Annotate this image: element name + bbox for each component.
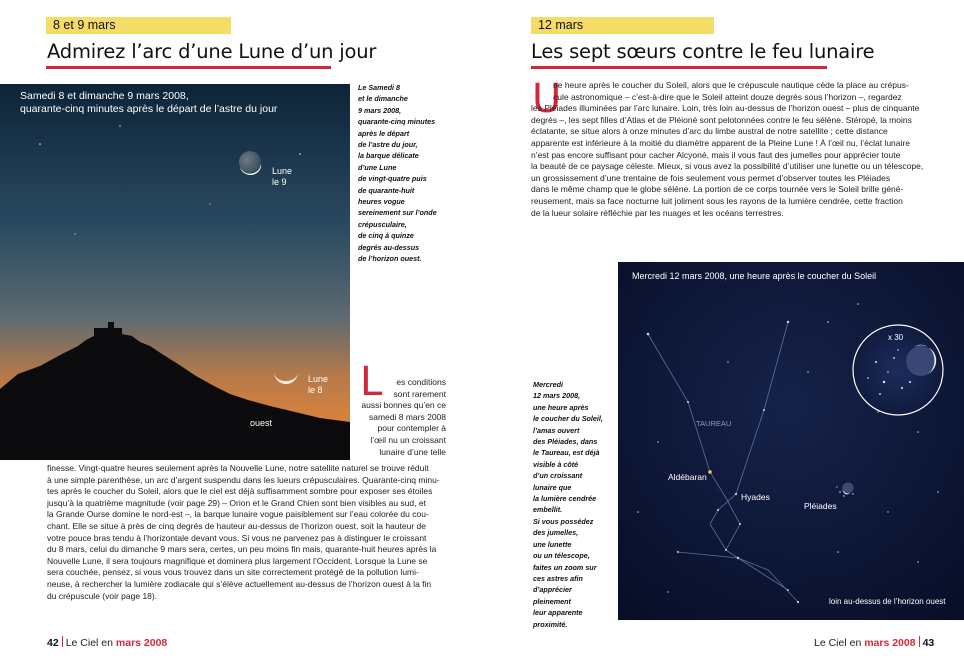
side-caption-line: une heure après	[533, 402, 589, 412]
body-line: n’est pas encore suffisant pour cacher Alcyoné, mais il vous faut des jumelles pour apprécier toute	[531, 149, 901, 160]
headline-rule-left	[46, 66, 331, 69]
body-line: cule astronomique – c’est-à-dire que le Soleil atteint douze degrés sous l’horizon –, regardez	[553, 91, 902, 102]
side-caption-line: embellit.	[533, 505, 563, 515]
issue-month-left: mars 2008	[115, 637, 168, 649]
body-line: aussi bonnes qu’en ce	[361, 400, 446, 411]
body-line: de la lueur solaire réfléchie par les nuages et les océans terrestres.	[531, 207, 784, 218]
body-line: apparente est inférieure à la moitié du diamètre apparent de la Pleine Lune ! À l’œil nu, l’éclat lunaire	[531, 137, 910, 148]
moon9-label-line2: le 9	[272, 177, 287, 187]
side-caption-line: l’amas ouvert	[533, 425, 580, 435]
body-line: la beauté de ce paysage céleste. Mieux, si vous avez la possibilité d’utiliser une lunette ou un télescope,	[531, 161, 924, 172]
side-caption-line: sereinement sur l’onde	[358, 208, 437, 218]
side-caption-left	[358, 82, 463, 265]
side-caption-line: Le Samedi 8	[358, 83, 400, 92]
pleiades-label: Pléiades	[804, 501, 837, 511]
side-caption-right	[533, 379, 615, 630]
west-label: ouest	[250, 418, 273, 428]
photo-caption	[20, 90, 320, 116]
body-line: degrés –, les sept filles d’Atlas et de Pléioné sont pelotonnées contre le feu sélène. Stéropé, la moins	[531, 114, 912, 125]
moon8-label-line1: Lune	[308, 374, 329, 384]
body-line: la Grande Ourse domine le nord-est –, la barque lunaire vogue paisiblement sur l’eau colorée du cou-	[47, 509, 429, 520]
side-caption-line: le coucher du Soleil,	[533, 414, 603, 424]
side-caption-line: la lumière cendrée	[533, 494, 597, 504]
side-caption-line: et le dimanche	[358, 94, 408, 104]
side-caption-line: le Taureau, est déjà	[533, 448, 600, 458]
page-number-right: 43	[922, 637, 935, 649]
side-caption-line: une lunette	[533, 539, 572, 549]
side-caption-line: de cinq à quinze	[358, 231, 414, 241]
side-caption-line: degrés au-dessus	[358, 242, 420, 252]
inset-label: x 30	[888, 333, 904, 342]
moon8-label	[308, 374, 328, 396]
body-line: sera couchée, pensez, si vous vous trouvez dans un site correctement protégé de la pollution lumi-	[47, 567, 419, 578]
side-caption-line: d’un croissant	[533, 471, 583, 481]
headline-left: Admirez l’arc d’une Lune d’un jour	[47, 40, 377, 63]
crescent-moon-photo	[0, 84, 350, 460]
body-line: reusement, mais sa face nocturne luit joliment sous les rayons de la lumière cendrée, cette fraction	[531, 195, 903, 206]
side-caption-line: crépusculaire,	[358, 219, 407, 229]
side-caption-line: de l’astre du jour,	[358, 140, 418, 150]
body-line: chant. Elle se situe à près de cinq degrés de hauteur au-dessus de l’horizon ouest, soit la hauteur de	[47, 520, 426, 531]
chart-caption: Mercredi 12 mars 2008, une heure après le coucher du Soleil	[632, 271, 877, 281]
body-line: es conditions	[396, 377, 446, 387]
side-caption-line: la barque délicate	[358, 151, 419, 161]
side-caption-line: visible à côté	[533, 459, 579, 469]
body-line: tes après le coucher du Soleil, alors que le ciel est déjà suffisamment sombre pour exposer ses étoiles	[47, 486, 433, 497]
moon8-label-line2: le 8	[308, 385, 323, 395]
body-line: les Pléiades illuminées par l’arc lunaire. Loin, très loin au-dessus de l’horizon ouest – plus de cinquante	[531, 103, 920, 114]
body-line: samedi 8 mars 2008	[368, 411, 446, 422]
moon-day9	[239, 151, 261, 173]
body-top-right	[531, 76, 931, 219]
date-tag-right: 12 mars	[531, 17, 714, 34]
side-caption-line: des Pléiades, dans	[533, 437, 598, 447]
dropcap-left: L	[360, 359, 383, 405]
body-line: éclatante, se situe alors à onze minutes d’arc du limbe austral de notre satellite ; cette distance	[531, 126, 888, 137]
date-tag-left: 8 et 9 mars	[46, 17, 231, 34]
side-caption-line: leur apparente	[533, 608, 583, 618]
magazine-name-left: Le Ciel en	[65, 637, 113, 649]
body-narrow-left	[358, 377, 446, 458]
side-caption-line: faites un zoom sur	[533, 562, 597, 572]
side-caption-line: ou un télescope,	[533, 551, 590, 561]
body-line: jusqu’à la quatrième magnitude (voir page 29) – Orion et le Grand Chien sont bien visibles au sud, et	[47, 497, 426, 508]
side-caption-line: heures vogue	[358, 197, 405, 207]
side-caption-line: lunaire que	[533, 482, 572, 492]
moon9-label	[272, 166, 292, 188]
side-caption-line: Si vous possédez	[533, 516, 594, 526]
side-caption-line: d’une Lune	[358, 162, 397, 172]
side-caption-line: des jumelles,	[533, 528, 579, 538]
footer-separator	[919, 636, 920, 647]
body-line: neuse, à rechercher la lumière zodiacale qui s’élève actuellement au-dessus de l’horizon ouest à la fin	[47, 578, 432, 589]
body-line: lunaire d’une telle	[379, 446, 446, 457]
footer-left	[47, 636, 167, 649]
body-line: sont rarement	[393, 388, 446, 399]
moon-mini	[843, 483, 854, 494]
body-line: du 8 mars, celui du dimanche 9 mars sera, certes, un peu moins fin mais, quarante-huit heures après la	[47, 544, 437, 555]
headline-right: Les sept sœurs contre le feu lunaire	[531, 40, 875, 63]
side-caption-line: de l’horizon ouest.	[358, 254, 422, 264]
sky-chart	[618, 262, 964, 620]
body-line: dans le même champ que le globe séléne. La portion de ce corps tournée vers le Soleil brille géné-	[531, 184, 904, 195]
body-line: un grossissement d’une trentaine de fois seulement vous permet d’observer toutes les Pléiades	[531, 172, 891, 183]
side-caption-line: 12 mars 2008,	[533, 391, 581, 401]
side-caption-line: Mercredi	[533, 380, 563, 389]
magazine-name-right: Le Ciel en	[814, 637, 862, 649]
aldebaran-star	[708, 470, 712, 474]
horizon-note: loin au-dessus de l’horizon ouest	[829, 597, 946, 606]
photo-caption-line1: Samedi 8 et dimanche 9 mars 2008,	[20, 90, 189, 102]
aldebaran-label: Aldébaran	[668, 472, 707, 482]
side-caption-line: 9 mars 2008,	[358, 105, 402, 115]
constellation-label: TAUREAU	[696, 419, 732, 428]
issue-month-right: mars 2008	[864, 637, 916, 649]
side-caption-line: quarante-cinq minutes	[358, 117, 436, 127]
photo-caption-line2: quarante-cinq minutes après le départ de l’astre du jour	[20, 103, 278, 115]
headline-rule-right	[531, 66, 827, 69]
side-caption-line: après le départ	[358, 128, 410, 138]
body-line: Nouvelle Lune, il sera toujours magnifique et dominera plus largement l’Occident. Lorsque la Lune se	[47, 555, 428, 566]
moon9-label-line1: Lune	[272, 166, 293, 176]
side-caption-line: de vingt-quatre puis	[358, 174, 427, 184]
hyades-label: Hyades	[741, 492, 770, 502]
side-caption-line: proximité.	[533, 619, 568, 629]
side-caption-line: de quarante-huit	[358, 185, 415, 195]
side-caption-line: ces astres afin	[533, 573, 583, 583]
side-caption-line: pleinement	[533, 596, 571, 606]
footer-separator	[62, 636, 63, 647]
page-number-left: 42	[47, 637, 59, 649]
body-line: pour contempler à	[377, 423, 446, 434]
body-line: à une simple parenthèse, un arc d’argent suspendu dans les lueurs crépusculaires. Quarante-cinq minu-	[47, 474, 440, 485]
dropcap-right: U	[532, 76, 562, 122]
taurus-sky-map	[618, 262, 964, 620]
body-line: ne heure après le coucher du Soleil, alors que le crépuscule nautique cède la place au crépus-	[553, 80, 909, 90]
body-line: finesse. Vingt-quatre heures seulement après la Nouvelle Lune, notre satellite naturel se trouve réduit	[47, 463, 429, 473]
side-caption-line: d’apprécier	[533, 585, 572, 595]
footer-right	[814, 636, 934, 649]
body-line: l’œil nu un croissant	[370, 434, 446, 445]
body-line: du crépuscule (voir page 18).	[47, 590, 158, 601]
body-line: votre pouce bras tendu à l’horizontale devant vous. Si vous ne parvenez pas à distinguer le croissant	[47, 532, 427, 543]
twilight-landscape-image	[0, 84, 350, 460]
body-wide-left	[47, 463, 447, 602]
